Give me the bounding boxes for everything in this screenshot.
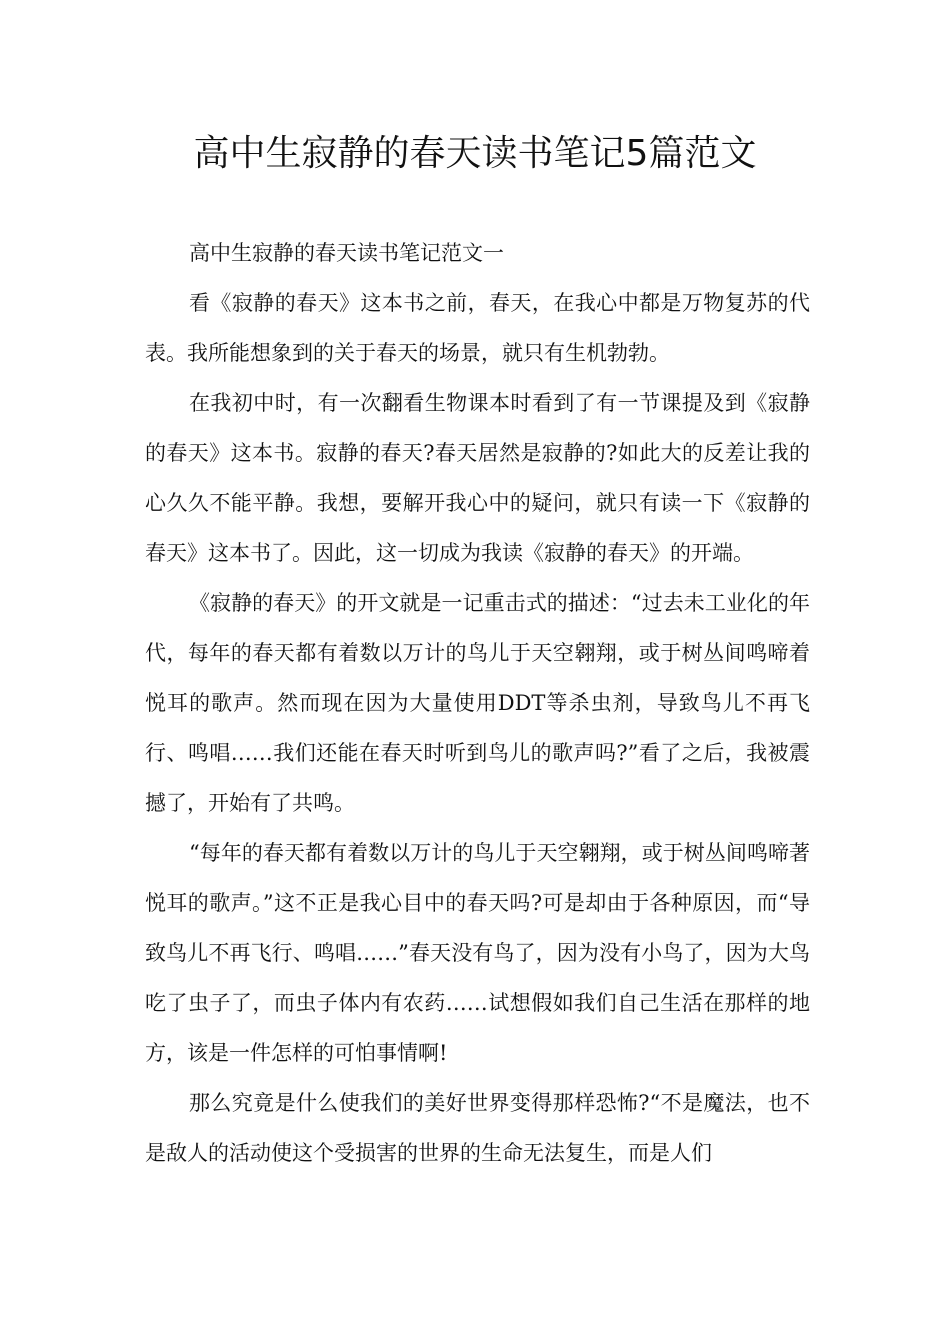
paragraph: 在我初中时，有一次翻看生物课本时看到了有一节课提及到《寂静的春天》这本书。寂静的春天?春天居然是寂静的?如此大的反差让我的心久久不能平静。我想，要解开我心中的疑问，就只有读一下《寂静的春天》这本书了。因此，这一切成为我读《寂静的春天》的开端。: [145, 391, 810, 565]
paragraph: 那么究竟是什么使我们的美好世界变得那样恐怖?“不是魔法，也不是敌人的活动使这个受损害的世界的生命无法复生，而是人们: [145, 1091, 810, 1165]
section-heading: 高中生寂静的春天读书笔记范文一: [189, 241, 504, 265]
paragraph: 看《寂静的春天》这本书之前，春天，在我心中都是万物复苏的代表。我所能想象到的关于春天的场景，就只有生机勃勃。: [145, 291, 810, 365]
document-body: [145, 228, 810, 1178]
document-title: 高中生寂静的春天读书笔记5篇范文: [193, 133, 757, 174]
paragraph: “每年的春天都有着数以万计的鸟儿于天空翱翔，或于树丛间鸣啼著悦耳的歌声。”这不正是我心目中的春天吗?可是却由于各种原因，而“导致鸟儿不再飞行、鸣唱……”春天没有鸟了，因为没有小鸟了，因为大鸟吃了虫子了，而虫子体内有农药……试想假如我们自己生活在那样的地方，该是一件怎样的可怕事情啊!: [145, 841, 810, 1065]
paragraph: 《寂静的春天》的开文就是一记重击式的描述：“过去未工业化的年代，每年的春天都有着数以万计的鸟儿于天空翱翔，或于树丛间鸣啼着悦耳的歌声。然而现在因为大量使用DDT等杀虫剂，导致鸟儿不再飞行、鸣唱……我们还能在春天时听到鸟儿的歌声吗?”看了之后，我被震撼了，开始有了共鸣。: [145, 591, 810, 815]
